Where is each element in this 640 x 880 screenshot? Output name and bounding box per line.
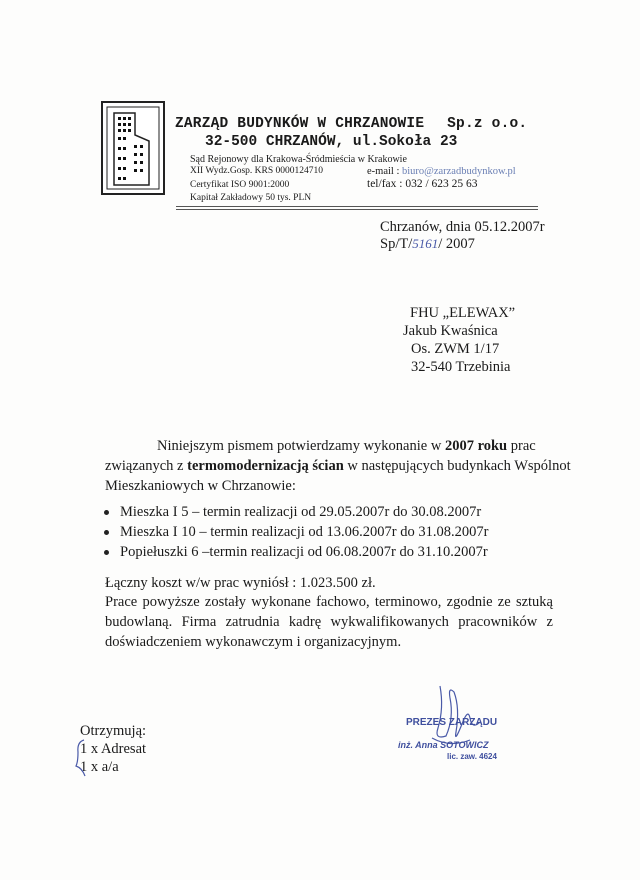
list-item-text: Mieszka I 5 – termin realizacji od 29.05.2007r do 30.08.2007r <box>120 503 482 520</box>
company-suffix: Sp.z o.o. <box>447 116 528 132</box>
telfax: tel/fax : 032 / 623 25 63 <box>367 178 478 190</box>
court-line-2: XII Wydz.Gosp. KRS 0000124710 <box>190 166 324 176</box>
body-line-1-b: prac <box>507 438 536 454</box>
recipient-line-3: Os. ZWM 1/17 <box>411 341 500 357</box>
signature-icon <box>410 678 520 778</box>
closing-line-3: doświadczeniem wykonawczym i organizacyjnym. <box>105 634 402 650</box>
building-logo-icon <box>101 101 165 195</box>
stamp-name: inż. Anna SOTOWICZ <box>398 740 489 750</box>
court-line-1: Sąd Rejonowy dla Krakowa-Śródmieścia w Krakowie <box>190 154 407 165</box>
reference-handwritten: 5161 <box>412 236 439 251</box>
stamp-title: PREZES ZARZĄDU <box>406 717 498 728</box>
list-item <box>104 522 488 542</box>
total-cost: Łączny koszt w/w prac wyniósł : 1.023.500 zł. <box>105 575 376 591</box>
closing-paragraph <box>105 592 553 652</box>
recipient-line-1: FHU „ELEWAX” <box>410 305 516 321</box>
distribution-label: Otrzymują: <box>80 723 147 739</box>
bullet-icon <box>104 550 109 555</box>
stamp-license: lic. zaw. 4624 <box>447 752 497 761</box>
email-line <box>367 166 516 177</box>
list-item <box>104 542 488 562</box>
body-line-2-b: w następujących budynkach Wspólnot <box>343 458 571 474</box>
share-capital: Kapitał Zakładowy 50 tys. PLN <box>190 193 312 203</box>
body-bold-topic: termomodernizacją ścian <box>187 458 344 474</box>
place-date: Chrzanów, dnia 05.12.2007r <box>380 219 545 235</box>
body-line-2 <box>105 456 571 476</box>
handwritten-mark-icon <box>74 738 88 778</box>
company-address: 32-500 CHRZANÓW, ul.Sokoła 23 <box>205 134 458 150</box>
email-link[interactable]: biuro@zarzadbudynkow.pl <box>402 166 516 177</box>
iso-certificate: Certyfikat ISO 9001:2000 <box>190 180 290 190</box>
recipient-line-2: Jakub Kwaśnica <box>403 323 498 339</box>
letterhead-rule-bottom <box>176 209 538 210</box>
letterhead-rule-top <box>176 206 538 207</box>
body-intro <box>105 436 571 496</box>
distribution-line-1: 1 x Adresat <box>80 741 147 757</box>
closing-line-2: budowlaną. Firma zatrudnia kadrę wykwalifikowanych pracowników z <box>105 614 553 630</box>
body-line-1 <box>105 436 553 456</box>
email-label: e-mail : <box>367 166 402 177</box>
reference-suffix: / 2007 <box>438 236 475 252</box>
company-name-text: ZARZĄD BUDYNKÓW W CHRZANOWIE <box>175 116 425 132</box>
body-bold-year: 2007 roku <box>444 438 508 454</box>
list-item <box>104 502 488 522</box>
list-item-text: Popiełuszki 6 –termin realizacji od 06.08.2007r do 31.10.2007r <box>120 543 488 560</box>
reference-number <box>380 236 475 253</box>
distribution-line-2: 1 x a/a <box>80 759 119 775</box>
body-line-1-a: Niniejszym pismem potwierdzamy wykonanie w <box>157 438 445 454</box>
body-line-2-a: związanych z <box>105 458 188 474</box>
body-line-3: Mieszkaniowych w Chrzanowie: <box>105 478 296 494</box>
bullet-icon <box>104 510 109 515</box>
list-item-text: Mieszka I 10 – termin realizacji od 13.06.2007r do 31.08.2007r <box>120 523 489 540</box>
bullet-icon <box>104 530 109 535</box>
company-name <box>175 116 527 132</box>
closing-line-1: Prace powyższe zostały wykonane fachowo, terminowo, zgodnie ze sztuką <box>105 594 553 610</box>
recipient-line-4: 32-540 Trzebinia <box>411 359 511 375</box>
building-list <box>104 502 488 562</box>
reference-prefix: Sp/T/ <box>380 236 413 252</box>
